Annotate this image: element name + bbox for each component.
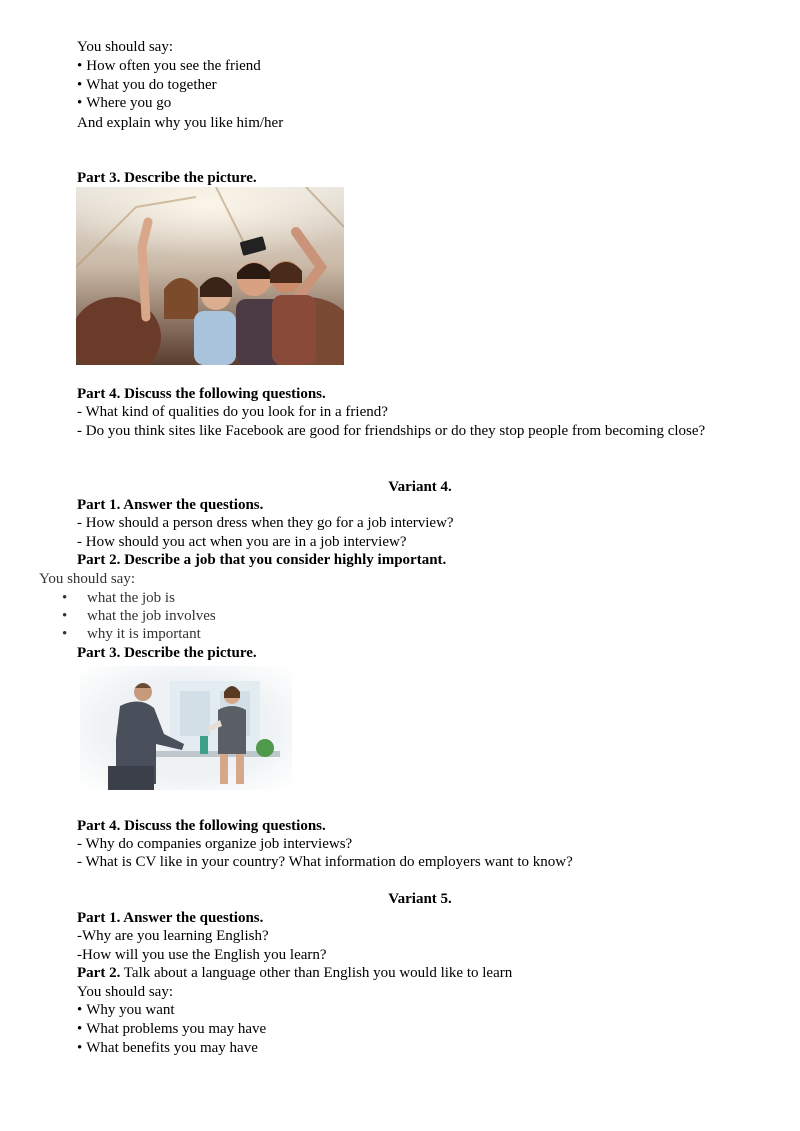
question-item: -Why are you learning English? bbox=[77, 928, 269, 944]
bullet-item: • How often you see the friend bbox=[77, 57, 261, 75]
part4-heading: Part 4. Discuss the following questions. bbox=[77, 386, 326, 402]
you-should-say: You should say: bbox=[77, 984, 173, 1000]
part4-heading: Part 4. Discuss the following questions. bbox=[77, 818, 326, 834]
friends-selfie-photo bbox=[76, 187, 344, 365]
part2-line bbox=[77, 964, 512, 982]
you-should-say: You should say: bbox=[39, 571, 135, 587]
question-item: - How should a person dress when they go for a job interview? bbox=[77, 515, 454, 531]
bullet-item bbox=[62, 589, 362, 607]
job-interview-handshake-photo bbox=[80, 666, 292, 790]
you-should-say: You should say: bbox=[77, 39, 173, 55]
part1-heading: Part 1. Answer the questions. bbox=[77, 497, 264, 513]
bullet-item: • Why you want bbox=[77, 1001, 175, 1019]
question-item: - Do you think sites like Facebook are good for friendships or do they stop people from becoming close? bbox=[77, 423, 706, 439]
bullet-item: • What problems you may have bbox=[77, 1020, 266, 1038]
bullet-item bbox=[62, 607, 362, 625]
bullet-icon: • bbox=[62, 608, 68, 624]
part2-text: Talk about a language other than English you would like to learn bbox=[120, 965, 513, 981]
part2-label: Part 2. bbox=[77, 965, 121, 981]
variant-5-title: Variant 5. bbox=[388, 891, 452, 907]
part3-heading: Part 3. Describe the picture. bbox=[77, 170, 257, 186]
part1-heading: Part 1. Answer the questions. bbox=[77, 910, 264, 926]
question-item: - How should you act when you are in a job interview? bbox=[77, 534, 407, 550]
question-item: - What kind of qualities do you look for in a friend? bbox=[77, 404, 388, 420]
bullet-text: why it is important bbox=[87, 626, 201, 642]
bullet-icon: • bbox=[62, 590, 68, 606]
closing-text: And explain why you like him/her bbox=[77, 115, 284, 131]
variant-4-title: Variant 4. bbox=[388, 479, 452, 495]
bullet-text: what the job is bbox=[87, 590, 175, 606]
bullet-item bbox=[62, 625, 362, 643]
question-item: - What is CV like in your country? What information do employers want to know? bbox=[77, 854, 573, 870]
question-item: -How will you use the English you learn? bbox=[77, 947, 327, 963]
question-item: - Why do companies organize job interviews? bbox=[77, 836, 353, 852]
bullet-item: • What benefits you may have bbox=[77, 1039, 258, 1057]
part2-heading: Part 2. Describe a job that you consider highly important. bbox=[77, 552, 447, 568]
bullet-item: • Where you go bbox=[77, 94, 171, 112]
bullet-item: • What you do together bbox=[77, 76, 217, 94]
part3-heading: Part 3. Describe the picture. bbox=[77, 645, 257, 661]
bullet-text: what the job involves bbox=[87, 608, 216, 624]
bullet-icon: • bbox=[62, 626, 68, 642]
